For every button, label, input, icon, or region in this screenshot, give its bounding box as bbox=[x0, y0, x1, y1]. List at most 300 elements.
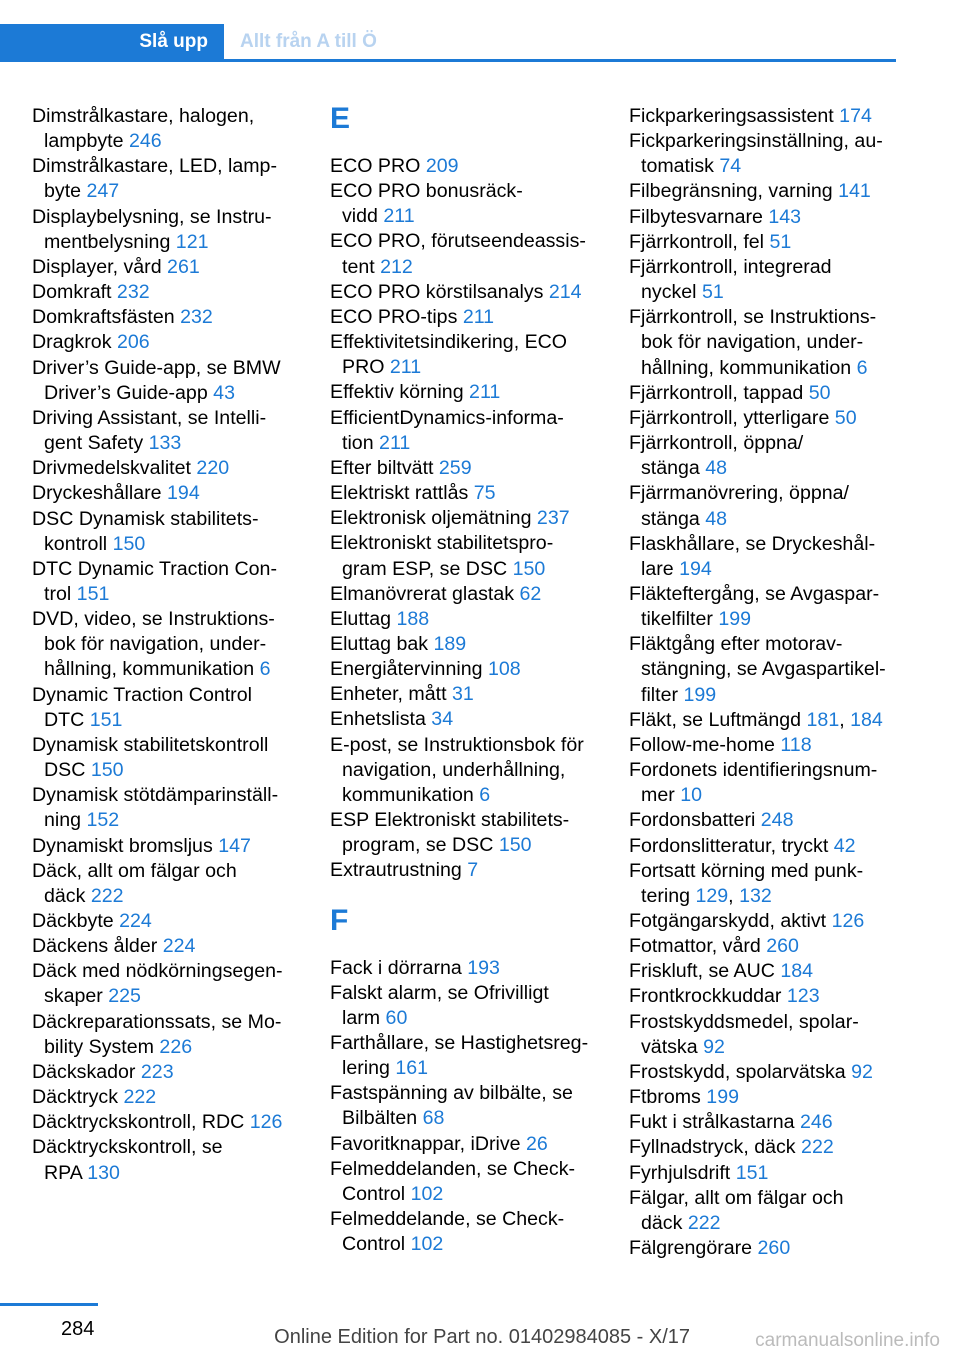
index-entry bbox=[330, 956, 602, 981]
index-entry bbox=[330, 531, 602, 581]
entry-text: Displayer, vård bbox=[32, 255, 168, 278]
entry-text: Driver’s Guide-app bbox=[44, 381, 214, 404]
page-link[interactable]: 224 bbox=[119, 910, 152, 932]
index-entry bbox=[32, 934, 304, 959]
entry-text: Frontkrockkuddar bbox=[629, 985, 787, 1008]
entry-text: Fälgar, allt om fälgar och bbox=[629, 1186, 844, 1209]
page-link[interactable]: 123 bbox=[786, 985, 820, 1008]
entry-text: Driver’s Guide-app, se BMW bbox=[32, 356, 281, 379]
entry-text: Elmanövrerat glastak bbox=[330, 582, 520, 605]
entry-text: Filbegränsning, varning bbox=[629, 180, 839, 203]
index-entry bbox=[330, 682, 602, 707]
entry-text: hållning, kommunikation bbox=[641, 356, 857, 379]
entry-text: Fjärrkontroll, integrerad bbox=[629, 255, 832, 278]
entry-text: lering bbox=[342, 1057, 396, 1080]
entry-text: larm bbox=[342, 1006, 386, 1029]
tab-allt-fran-a-till-o[interactable]: Allt från A till Ö bbox=[240, 31, 377, 52]
page-link[interactable]: 248 bbox=[760, 809, 794, 832]
index-entry bbox=[629, 1161, 901, 1186]
index-entry bbox=[629, 406, 901, 431]
index-entry bbox=[32, 280, 304, 305]
entry-text: stänga bbox=[641, 507, 706, 530]
index-entry bbox=[330, 179, 602, 229]
entry-text: program, se DSC bbox=[342, 834, 499, 857]
entry-text: Felmeddelanden, se Check- bbox=[330, 1157, 576, 1180]
page-link[interactable]: 121 bbox=[175, 230, 209, 253]
index-entry bbox=[629, 1010, 901, 1060]
entry-text: Frostskyddsmedel, spolar- bbox=[629, 1010, 859, 1033]
entry-text: tent bbox=[342, 255, 381, 278]
index-entry bbox=[629, 984, 901, 1009]
page-link[interactable]: 130 bbox=[87, 1161, 120, 1184]
page-link[interactable]: 232 bbox=[180, 306, 213, 329]
entry-text: Drivmedelskvalitet bbox=[32, 457, 197, 480]
entry-text: nyckel bbox=[641, 281, 702, 304]
page-link[interactable]: 222 bbox=[687, 1211, 721, 1234]
letter-heading-f: F bbox=[330, 903, 349, 937]
index-entry bbox=[330, 305, 602, 330]
entry-text: Elektronisk oljemätning bbox=[330, 507, 537, 530]
index-entry bbox=[629, 909, 901, 934]
entry-text: DTC bbox=[44, 708, 90, 731]
entry-text: ning bbox=[44, 809, 87, 832]
entry-text: Fläktgång efter motorav- bbox=[629, 633, 843, 656]
page-link[interactable]: 211 bbox=[389, 356, 422, 379]
index-column-1 bbox=[32, 104, 304, 1186]
entry-text: Eluttag bbox=[330, 607, 397, 630]
edition-footer: Online Edition for Part no. 01402984085 - X/17 bbox=[274, 1326, 690, 1348]
entry-text: lampbyte bbox=[44, 130, 129, 153]
page-link[interactable]: 150 bbox=[498, 834, 532, 857]
index-entry bbox=[330, 981, 602, 1031]
page-link[interactable]: 211 bbox=[379, 431, 411, 454]
page-link[interactable]: 214 bbox=[548, 280, 582, 303]
entry-text: Elektroniskt stabilitetspro- bbox=[330, 532, 554, 555]
index-entry bbox=[629, 959, 901, 984]
page-link[interactable]: 152 bbox=[86, 809, 120, 832]
page-link[interactable]: 108 bbox=[487, 658, 521, 681]
entry-text: Efter biltvätt bbox=[330, 456, 439, 479]
index-entry bbox=[629, 934, 901, 959]
page-link[interactable]: 7 bbox=[467, 859, 479, 882]
letter-heading-e: E bbox=[330, 102, 351, 135]
index-entry bbox=[32, 834, 304, 859]
index-entry bbox=[330, 456, 602, 481]
entry-text: Effektiv körning bbox=[330, 381, 470, 404]
index-entry bbox=[629, 255, 901, 305]
index-entry bbox=[32, 607, 304, 682]
index-entry bbox=[330, 707, 602, 732]
entry-text: Fordonsbatteri bbox=[629, 809, 761, 832]
entry-text: Friskluft, se AUC bbox=[629, 960, 781, 983]
index-entry bbox=[32, 1060, 304, 1085]
index-entry bbox=[629, 179, 901, 204]
index-entry bbox=[629, 1186, 901, 1236]
entry-text: kontroll bbox=[44, 532, 113, 555]
entry-text: Displaybelysning, se Instru- bbox=[32, 205, 272, 228]
entry-text: gent Safety bbox=[44, 432, 149, 455]
page-link[interactable]: 211 bbox=[383, 205, 415, 228]
page-link[interactable]: 174 bbox=[839, 105, 872, 127]
entry-text: Frostskydd, spolarvätska bbox=[629, 1060, 852, 1083]
page-link[interactable]: 199 bbox=[683, 683, 717, 706]
entry-text: hållning, kommunikation bbox=[44, 658, 260, 681]
entry-text: DSC Dynamisk stabilitets- bbox=[32, 507, 259, 530]
page-link[interactable]: 34 bbox=[431, 708, 454, 731]
page-link[interactable]: 222 bbox=[801, 1136, 834, 1159]
page-link[interactable]: 50 bbox=[834, 406, 857, 429]
index-column-2 bbox=[330, 104, 602, 1257]
entry-text: Fjärrmanövrering, öppna/ bbox=[629, 482, 849, 505]
index-entry bbox=[32, 104, 304, 154]
page-link[interactable]: 222 bbox=[90, 884, 124, 907]
entry-text: Fotgängarskydd, aktivt bbox=[629, 910, 832, 932]
entry-text: Fickparkeringsassistent bbox=[629, 105, 840, 127]
page-link[interactable]: 102 bbox=[410, 1182, 444, 1205]
entry-text: Fack i dörrarna bbox=[330, 956, 468, 979]
index-entry bbox=[629, 1110, 901, 1135]
index-entry bbox=[330, 330, 602, 380]
entry-text: DSC bbox=[44, 759, 91, 782]
entry-text: Control bbox=[342, 1233, 411, 1256]
tab-sla-upp[interactable]: Slå upp bbox=[0, 24, 224, 59]
index-entry bbox=[629, 834, 901, 859]
index-entry bbox=[629, 129, 901, 179]
index-entry bbox=[32, 356, 304, 406]
index-entry bbox=[32, 783, 304, 833]
entry-text: Fjärrkontroll, öppna/ bbox=[629, 432, 804, 455]
page-link[interactable]: 209 bbox=[425, 155, 459, 177]
index-entry bbox=[32, 305, 304, 330]
group-spacer bbox=[330, 884, 602, 906]
entry-text: byte bbox=[44, 180, 87, 203]
entry-text: ECO PRO bonusräck- bbox=[330, 180, 523, 203]
index-entry bbox=[629, 632, 901, 707]
entry-text: Ftbroms bbox=[629, 1086, 707, 1109]
index-entry bbox=[629, 532, 901, 582]
page-link[interactable]: 10 bbox=[680, 784, 702, 807]
index-entry bbox=[629, 230, 901, 255]
entry-text: Extrautrustning bbox=[330, 859, 468, 882]
index-entry bbox=[629, 381, 901, 406]
entry-text: Fjärrkontroll, tappad bbox=[629, 381, 809, 404]
page-link[interactable]: 194 bbox=[679, 557, 712, 580]
page-link[interactable]: 92 bbox=[851, 1060, 873, 1083]
page-link[interactable]: 118 bbox=[780, 733, 812, 756]
index-entry bbox=[32, 1110, 304, 1135]
page-link[interactable]: 31 bbox=[451, 683, 474, 706]
page-link[interactable]: 246 bbox=[799, 1111, 833, 1134]
page-link[interactable]: 126 bbox=[831, 910, 865, 932]
page-link[interactable]: 261 bbox=[167, 255, 200, 278]
page-link[interactable]: 247 bbox=[86, 180, 120, 203]
entry-text: PRO bbox=[342, 356, 390, 379]
section-tabbar bbox=[0, 24, 896, 62]
entry-text: skaper bbox=[44, 985, 109, 1008]
entry-text: ECO PRO körstilsanalys bbox=[330, 280, 549, 303]
page-link[interactable]: 150 bbox=[112, 532, 146, 555]
entry-text: Eluttag bak bbox=[330, 632, 434, 655]
entry-text: Driving Assistant, se Intelli- bbox=[32, 406, 267, 429]
entry-text: E-post, se Instruktionsbok för bbox=[330, 733, 584, 756]
entry-text: Däckskador bbox=[32, 1060, 141, 1083]
page-link[interactable]: 181 bbox=[806, 708, 840, 731]
page-link[interactable]: 48 bbox=[705, 457, 728, 480]
entry-text: Fjärrkontroll, ytterligare bbox=[629, 406, 835, 429]
index-entry bbox=[629, 305, 901, 380]
page-link[interactable]: 48 bbox=[705, 507, 728, 530]
page-link[interactable]: 225 bbox=[108, 985, 141, 1008]
index-entry bbox=[32, 1010, 304, 1060]
index-entry bbox=[32, 1085, 304, 1110]
entry-text: filter bbox=[641, 683, 684, 706]
entry-text: Däcktryckskontroll, RDC bbox=[32, 1111, 250, 1134]
page-link[interactable]: 237 bbox=[536, 507, 570, 530]
page-link[interactable]: 150 bbox=[512, 557, 546, 580]
entry-text: Fukt i strålkastarna bbox=[629, 1111, 800, 1134]
page-link[interactable]: 43 bbox=[213, 381, 235, 404]
entry-text: ECO PRO, förutseendeassis- bbox=[330, 230, 586, 253]
page-link[interactable]: 184 bbox=[850, 708, 883, 731]
page-link[interactable]: 220 bbox=[196, 457, 230, 480]
page-link[interactable]: 6 bbox=[856, 356, 868, 379]
entry-text: kommunikation bbox=[342, 783, 480, 806]
entry-text: Fortsatt körning med punk- bbox=[629, 859, 864, 882]
index-entry bbox=[629, 1236, 901, 1261]
index-entry bbox=[330, 229, 602, 279]
index-entry bbox=[629, 758, 901, 808]
entry-text: Dynamiskt bromsljus bbox=[32, 834, 219, 857]
page-link[interactable]: 232 bbox=[116, 281, 150, 304]
page-link[interactable]: 141 bbox=[838, 180, 871, 203]
entry-text: trol bbox=[44, 582, 77, 605]
index-entry bbox=[330, 1081, 602, 1131]
index-entry bbox=[330, 506, 602, 531]
entry-text: mentbelysning bbox=[44, 230, 176, 253]
index-entry: Fläkt, se Luftmängd 181, 184 bbox=[629, 708, 883, 731]
entry-text: ECO PRO bbox=[330, 155, 426, 177]
entry-text: Enheter, mått bbox=[330, 683, 452, 706]
entry-text: stängning, se Avgaspartikel- bbox=[641, 658, 886, 681]
index-entry bbox=[330, 154, 602, 179]
index-entry bbox=[330, 1132, 602, 1157]
page-link[interactable]: 51 bbox=[701, 281, 724, 304]
entry-text: Elektriskt rattlås bbox=[330, 482, 474, 505]
entry-text: lare bbox=[641, 557, 680, 580]
page-link[interactable]: 211 bbox=[469, 381, 501, 404]
page-link[interactable]: 193 bbox=[467, 956, 500, 979]
index-entry bbox=[330, 481, 602, 506]
page-link[interactable]: 60 bbox=[385, 1006, 408, 1029]
page-link[interactable]: 184 bbox=[780, 960, 814, 983]
index-entry bbox=[32, 456, 304, 481]
entry-text: Flaskhållare, se Dryckeshål- bbox=[629, 532, 876, 555]
page-link[interactable]: 246 bbox=[128, 130, 162, 153]
page-link[interactable]: 222 bbox=[123, 1086, 157, 1109]
index-entry bbox=[32, 733, 304, 783]
entry-text: DTC Dynamic Traction Con- bbox=[32, 557, 277, 580]
page-link[interactable]: 92 bbox=[703, 1035, 725, 1058]
page-link[interactable]: 224 bbox=[162, 935, 196, 958]
entry-text: Fickparkeringsinställning, au- bbox=[629, 130, 883, 153]
entry-text: däck bbox=[44, 884, 91, 907]
page-link[interactable]: 259 bbox=[438, 456, 472, 479]
entry-text: Däck med nödkörningsegen- bbox=[32, 960, 283, 983]
index-group-e bbox=[330, 154, 602, 884]
index-entry bbox=[629, 1060, 901, 1085]
index-entry bbox=[330, 607, 602, 632]
entry-text: däck bbox=[641, 1211, 688, 1234]
index-entry bbox=[32, 909, 304, 934]
page-link[interactable]: 151 bbox=[89, 708, 123, 731]
index-entry bbox=[629, 104, 901, 129]
entry-text: Däcktryck bbox=[32, 1086, 124, 1109]
index-column-3 bbox=[629, 104, 901, 1261]
index-entry bbox=[330, 1031, 602, 1081]
index-entry bbox=[32, 959, 304, 1009]
page-link[interactable]: 211 bbox=[462, 305, 495, 328]
index-entry bbox=[330, 406, 602, 456]
entry-text: Effektivitetsindikering, ECO bbox=[330, 331, 568, 354]
entry-text: Fotmattor, vård bbox=[629, 935, 767, 958]
index-entry bbox=[330, 657, 602, 682]
entry-text: Follow-me-home bbox=[629, 733, 781, 756]
page-link[interactable]: 226 bbox=[159, 1035, 193, 1058]
index-entry bbox=[32, 507, 304, 557]
index-entry bbox=[330, 280, 602, 305]
page-link[interactable]: 68 bbox=[422, 1107, 445, 1130]
entry-text: Energiåtervinning bbox=[330, 658, 488, 681]
page-link[interactable]: 62 bbox=[519, 582, 542, 605]
entry-text: tion bbox=[342, 431, 380, 454]
index-entry bbox=[32, 406, 304, 456]
page-link[interactable]: 199 bbox=[718, 608, 752, 631]
entry-text: ESP Elektroniskt stabilitets- bbox=[330, 809, 570, 832]
index-entry bbox=[629, 582, 901, 632]
entry-text: tikelfilter bbox=[641, 608, 719, 631]
page-link[interactable]: 147 bbox=[218, 834, 251, 857]
index-entry bbox=[32, 154, 304, 204]
page-link[interactable]: 102 bbox=[410, 1233, 444, 1256]
entry-text: bility System bbox=[44, 1035, 160, 1058]
index-entry bbox=[330, 858, 602, 883]
page-link[interactable]: 212 bbox=[380, 255, 413, 278]
page-link[interactable]: 143 bbox=[768, 205, 802, 228]
index-entry bbox=[330, 582, 602, 607]
page-link[interactable]: 199 bbox=[706, 1086, 739, 1109]
page-number-bar bbox=[0, 1303, 98, 1306]
entry-text: Däckens ålder bbox=[32, 935, 163, 958]
page-link[interactable]: 50 bbox=[808, 381, 831, 404]
entry-text: Dynamisk stabilitetskontroll bbox=[32, 733, 269, 756]
page-link[interactable]: 26 bbox=[526, 1132, 548, 1155]
entry-text: vätska bbox=[641, 1035, 704, 1058]
page-link[interactable]: 74 bbox=[719, 155, 742, 178]
entry-text: Domkraftsfästen bbox=[32, 306, 181, 329]
index-entry bbox=[629, 1085, 901, 1110]
index-entry bbox=[330, 1157, 602, 1207]
entry-text: Fjärrkontroll, se Instruktions- bbox=[629, 306, 877, 329]
watermark: carmanualsonline.info bbox=[755, 1330, 940, 1351]
page-number: 284 bbox=[61, 1318, 95, 1340]
page-link[interactable]: 151 bbox=[76, 582, 110, 605]
entry-text: Däcktryckskontroll, se bbox=[32, 1136, 223, 1159]
page-link[interactable]: 126 bbox=[249, 1111, 283, 1134]
entry-text: Fläkt, se Luftmängd bbox=[629, 708, 807, 731]
index-entry bbox=[629, 205, 901, 230]
entry-text: Fordonets identifieringsnum- bbox=[629, 759, 878, 782]
entry-text: Dimstrålkastare, LED, lamp- bbox=[32, 155, 277, 178]
index-entry bbox=[32, 1135, 304, 1185]
page-link[interactable]: 188 bbox=[396, 607, 430, 630]
entry-text: Fyrhjulsdrift bbox=[629, 1161, 736, 1184]
entry-text: tering bbox=[641, 884, 696, 907]
page-link[interactable]: 206 bbox=[116, 331, 150, 354]
entry-text: Fordonslitteratur, tryckt bbox=[629, 834, 834, 857]
page-link[interactable]: 129 bbox=[695, 884, 729, 907]
tabbar-underline bbox=[0, 59, 896, 62]
entry-text: vidd bbox=[342, 205, 384, 228]
page-link[interactable]: 132 bbox=[739, 884, 772, 907]
page-link[interactable]: 151 bbox=[735, 1161, 769, 1184]
entry-text: Dragkrok bbox=[32, 331, 117, 354]
entry-text: navigation, underhållning, bbox=[342, 758, 566, 781]
index-entry bbox=[330, 733, 602, 808]
index-group-f bbox=[330, 956, 602, 1258]
index-entry bbox=[32, 683, 304, 733]
index-entry bbox=[330, 1207, 602, 1257]
page-link[interactable]: 260 bbox=[766, 935, 799, 958]
index-entry bbox=[629, 481, 901, 531]
entry-text: Fälgrengörare bbox=[629, 1237, 758, 1260]
entry-text: Felmeddelande, se Check- bbox=[330, 1208, 565, 1231]
entry-text: Dynamic Traction Control bbox=[32, 683, 252, 706]
page-link[interactable]: 6 bbox=[259, 658, 271, 681]
page-link[interactable]: 194 bbox=[167, 482, 200, 505]
entry-text: tomatisk bbox=[641, 155, 720, 178]
entry-text: mer bbox=[641, 784, 681, 807]
entry-text: DVD, video, se Instruktions- bbox=[32, 608, 275, 631]
page-link[interactable]: 150 bbox=[90, 759, 124, 782]
page-link[interactable]: 223 bbox=[140, 1060, 174, 1083]
index-entry bbox=[32, 255, 304, 280]
index-entry bbox=[330, 632, 602, 657]
index-entry bbox=[32, 859, 304, 909]
entry-text: bok för navigation, under- bbox=[641, 331, 864, 354]
entry-text: Fyllnadstryck, däck bbox=[629, 1136, 802, 1159]
entry-text: stänga bbox=[641, 457, 706, 480]
index-entry bbox=[629, 733, 901, 758]
index-entry bbox=[330, 808, 602, 858]
page-link[interactable]: 75 bbox=[473, 482, 496, 505]
entry-text: Fjärrkontroll, fel bbox=[629, 230, 770, 253]
entry-text: Bilbälten bbox=[342, 1107, 423, 1130]
page-link[interactable]: 51 bbox=[769, 230, 792, 253]
index-entry bbox=[629, 808, 901, 833]
entry-text: RPA bbox=[44, 1161, 88, 1184]
entry-text: ECO PRO-tips bbox=[330, 305, 463, 328]
entry-text: EfficientDynamics-informa- bbox=[330, 406, 564, 429]
page-link[interactable]: 189 bbox=[433, 632, 467, 655]
page-link[interactable]: 42 bbox=[833, 834, 856, 857]
page-link[interactable]: 161 bbox=[395, 1057, 429, 1080]
entry-text: Däckbyte bbox=[32, 910, 120, 932]
page-link[interactable]: 6 bbox=[479, 783, 491, 806]
page-link[interactable]: 133 bbox=[148, 432, 182, 455]
entry-text: Däckreparationssats, se Mo- bbox=[32, 1010, 282, 1033]
entry-text: Fläkteftergång, se Avgaspar- bbox=[629, 582, 880, 605]
page-link[interactable]: 260 bbox=[757, 1237, 791, 1260]
